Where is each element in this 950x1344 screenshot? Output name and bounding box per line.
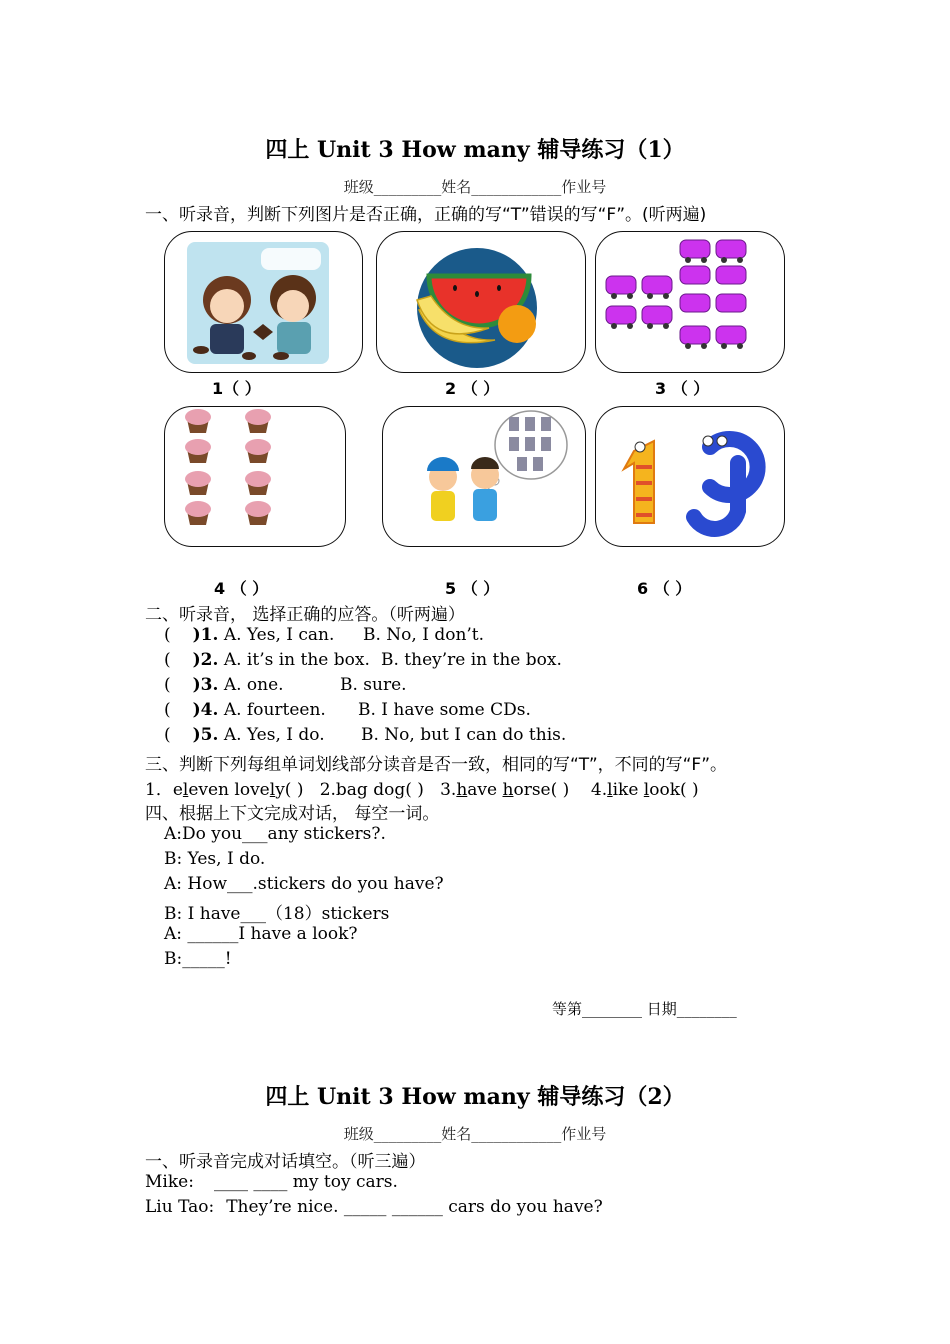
question-row <box>164 650 370 670</box>
phonics-text[interactable]: ( ) <box>405 780 424 800</box>
option-b: B. sure. <box>340 675 407 695</box>
number-19-illustration <box>596 407 784 546</box>
question-row <box>164 625 334 645</box>
cupcakes-illustration <box>165 407 345 546</box>
picture-5-answer-label: 5 （ ） <box>445 579 500 598</box>
section-4-heading: 四、根据上下文完成对话， 每空一词。 <box>145 804 440 824</box>
picture-2-answer-label: 2 （ ） <box>445 379 500 398</box>
question-number: )5. <box>192 725 219 745</box>
page2-section-1-heading: 一、听录音完成对话填空。（听三遍） <box>145 1152 426 1172</box>
picture-4-cupcakes <box>164 406 346 547</box>
question-number: )3. <box>192 675 219 695</box>
toy-cars-illustration <box>596 232 784 372</box>
picture-6-answer-label: 6 （ ） <box>637 579 692 598</box>
answer-paren[interactable]: ( <box>164 725 171 745</box>
answer-paren[interactable]: ( <box>164 625 171 645</box>
picture-3-toy-cars <box>595 231 785 373</box>
underlined-letter: l <box>269 780 276 800</box>
speaker-name: Mike: <box>145 1172 194 1192</box>
option-b: B. No, but I can do this. <box>361 725 567 745</box>
dialog-line: B: Yes, I do. <box>164 849 266 869</box>
phonics-text: 3. <box>440 780 457 800</box>
option-b: B. they’re in the box. <box>381 650 562 670</box>
dialog-text: ____ ____ my toy cars. <box>213 1172 398 1192</box>
phonics-text[interactable]: y( ) <box>275 780 304 800</box>
section-1-heading: 一、听录音，判断下列图片是否正确，正确的写“T”错误的写“F”。(听两遍) <box>145 205 707 225</box>
phonics-text: 1．e <box>145 780 183 800</box>
option-b: B. I have some CDs. <box>358 700 531 720</box>
underlined-letter: g <box>394 780 406 800</box>
phonics-text: 4. <box>590 780 608 800</box>
question-row <box>164 675 284 695</box>
picture-2-fruit <box>376 231 586 373</box>
question-row <box>164 700 326 720</box>
phonics-text[interactable]: orse( ) <box>513 780 570 800</box>
dialog-text: They’re nice. _____ ______ cars do you have? <box>226 1197 603 1217</box>
phonics-text: 2.bag do <box>319 780 395 800</box>
answer-paren[interactable]: ( <box>164 700 171 720</box>
underlined-letter: h <box>456 780 468 800</box>
dialog-line-liu-tao[interactable] <box>145 1197 603 1217</box>
question-number: )4. <box>192 700 219 720</box>
option-b: B. No, I don’t. <box>363 625 485 645</box>
section-2-heading: 二、听录音， 选择正确的应答。（听两遍） <box>145 605 465 625</box>
phonics-text[interactable]: ook( ) <box>649 780 699 800</box>
phonics-text: ave <box>467 780 503 800</box>
underlined-letter: l <box>607 780 613 800</box>
option-a: A. Yes, I do. <box>223 725 325 745</box>
dialog-line[interactable]: A: How___.stickers do you have? <box>164 874 444 894</box>
picture-5-kids-robots <box>382 406 586 547</box>
option-a: A. it’s in the box. <box>223 650 370 670</box>
kids-sharing-chocolate-illustration <box>165 232 362 372</box>
dialog-line[interactable]: A: ______I have a look? <box>164 924 358 944</box>
section-3-heading: 三、判断下列每组单词划线部分读音是否一致，相同的写“T”，不同的写“F”。 <box>145 755 728 775</box>
question-number: )1. <box>192 625 219 645</box>
phonics-text: ike <box>612 780 644 800</box>
underlined-letter: h <box>502 780 514 800</box>
underlined-letter: l <box>182 780 189 800</box>
kids-thinking-robots-illustration <box>383 407 585 546</box>
picture-1-answer-label: 1（ ） <box>212 379 261 398</box>
picture-1-chocolate-kids <box>164 231 363 373</box>
student-info-line-1: 班级_________姓名____________作业号 <box>343 178 607 196</box>
dialog-line-mike[interactable] <box>145 1172 398 1192</box>
question-row <box>164 725 325 745</box>
question-number: )2. <box>192 650 219 670</box>
picture-6-number-19 <box>595 406 785 547</box>
underlined-letter: l <box>643 780 650 800</box>
option-a: A. fourteen. <box>223 700 326 720</box>
dialog-line[interactable]: B: I have___（18）stickers <box>164 904 390 924</box>
picture-4-answer-label: 4 （ ） <box>214 579 269 598</box>
phonics-row <box>145 775 699 800</box>
dialog-line[interactable]: A:Do you___any stickers?. <box>164 824 386 844</box>
answer-paren[interactable]: ( <box>164 650 171 670</box>
speaker-name: Liu Tao: <box>145 1197 215 1217</box>
fruit-illustration <box>377 232 585 372</box>
option-a: A. one. <box>223 675 284 695</box>
student-info-line-2: 班级_________姓名____________作业号 <box>343 1125 607 1143</box>
page-title-1: 四上 Unit 3 How many 辅导练习（1） <box>265 137 685 163</box>
grade-date-footer: 等第________ 日期________ <box>552 1000 737 1018</box>
dialog-line[interactable]: B:_____! <box>164 949 232 969</box>
page-title-2: 四上 Unit 3 How many 辅导练习（2） <box>265 1084 685 1110</box>
phonics-text: even love <box>188 780 270 800</box>
answer-paren[interactable]: ( <box>164 675 171 695</box>
picture-3-answer-label: 3 （ ） <box>655 379 710 398</box>
option-a: A. Yes, I can. <box>223 625 335 645</box>
